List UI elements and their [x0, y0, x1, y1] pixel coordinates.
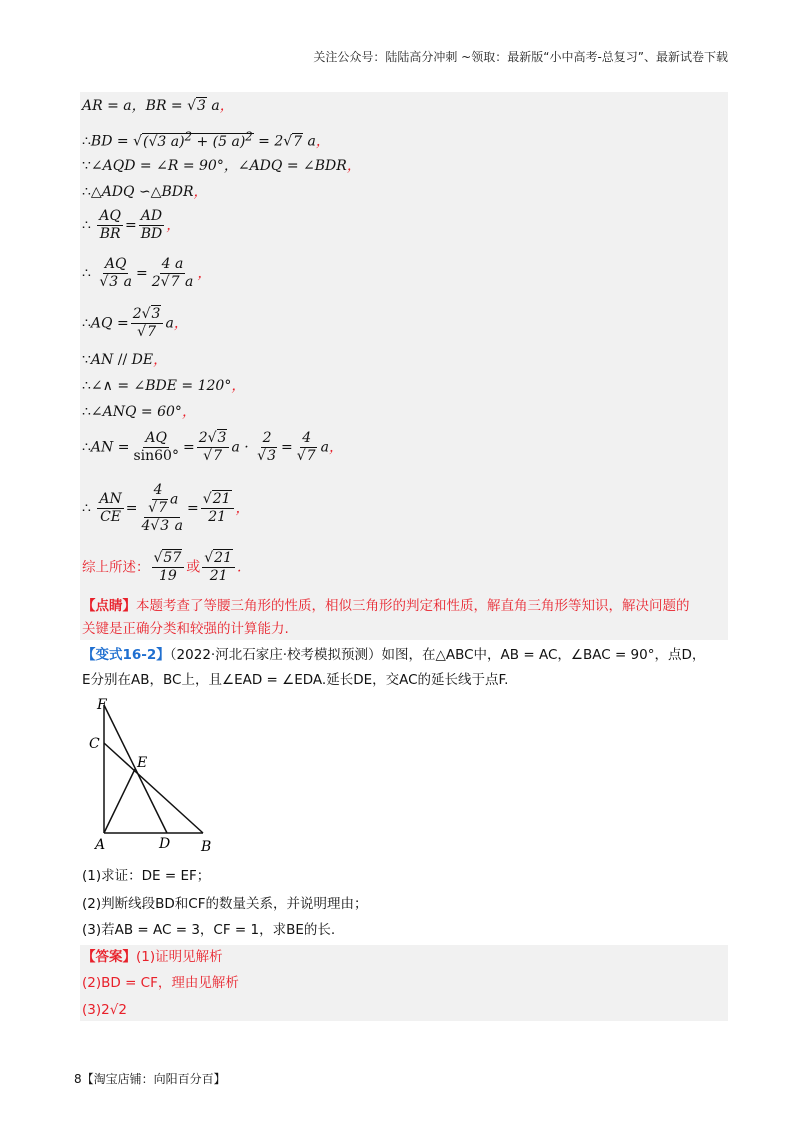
answer-3: (3)2√2 — [82, 1002, 127, 1018]
step-6: ∴ $\frac{AQ}{√3 a}$ = $\frac{4 a}{2√7 a}$ ， — [82, 256, 212, 290]
step-8: ∵AN // DE， — [82, 352, 168, 368]
label-B: B — [201, 839, 212, 855]
step-2: ∴BD = √(√3 a)$^2$ + (5 a)$^2$ = 2√7 a， — [82, 129, 330, 150]
step-7: ∴AQ = $\frac{2√3}{√7}$ a， — [82, 306, 188, 340]
label-C: C — [89, 736, 100, 752]
problem-line-1: 【变式16-2】（2022·河北石家庄·校考模拟预测）如图，在△ABC中，AB = AC，∠BAC = 90°，点D， — [82, 647, 706, 663]
answer-2: (2)BD = CF，理由见解析 — [82, 975, 239, 991]
question-1: (1)求证：DE = EF； — [82, 868, 211, 884]
page-header: 关注公众号：陆陆高分冲刺 ~领取：最新版“小中高考-总复习”、最新试卷下载 — [313, 50, 728, 64]
question-2: (2)判断线段BD和CF的数量关系，并说明理由； — [82, 896, 368, 912]
label-D: D — [159, 836, 171, 852]
dianjing-line-2: 关键是正确分类和较强的计算能力. — [82, 621, 289, 637]
label-F: F — [97, 697, 107, 713]
label-A: A — [95, 837, 106, 853]
step-4: ∴△ADQ ∽△BDR， — [82, 184, 208, 200]
label-E: E — [137, 755, 148, 771]
step-1: AR = a，BR = √3 a， — [82, 98, 234, 114]
step-11: ∴AN = $\frac{AQ}{\sin 60^\circ}$ = $\frac{2√3}{√7}$ a · $\frac{2}{√3}$ = $\frac{4}{√7}$ a， — [82, 430, 343, 464]
triangle-figure — [85, 695, 245, 855]
step-10: ∴∠ANQ = 60°， — [82, 404, 196, 420]
dianjing-line-1: 【点睛】本题考查了等腰三角形的性质，相似三角形的判定和性质，解直角三角形等知识，解决问题的 — [82, 598, 690, 614]
question-3: (3)若AB = AC = 3，CF = 1，求BE的长. — [82, 922, 336, 938]
step-9: ∴∠∧ = ∠BDE = 120°， — [82, 378, 246, 394]
step-12: ∴ $\frac{AN}{CE}$ = $\frac{4}{√7}$ a 4√3 a = $\frac{√21}{21}$ ， — [82, 482, 250, 534]
step-3: ∵∠AQD = ∠R = 90°，∠ADQ = ∠BDR， — [82, 158, 361, 174]
step-13: 综上所述： $\frac{√57}{19}$ 或 $\frac{√21}{21}$ . — [82, 550, 242, 584]
answer-1: 【答案】(1)证明见解析 — [82, 949, 223, 965]
page-footer: 8【淘宝店铺：向阳百分百】 — [74, 1072, 226, 1086]
step-5: ∴ $\frac{AQ}{BR}$ = $\frac{AD}{BD}$ ， — [82, 208, 181, 242]
problem-line-2: E分别在AB，BC上，且∠EAD = ∠EDA.延长DE，交AC的延长线于点F. — [82, 672, 509, 688]
